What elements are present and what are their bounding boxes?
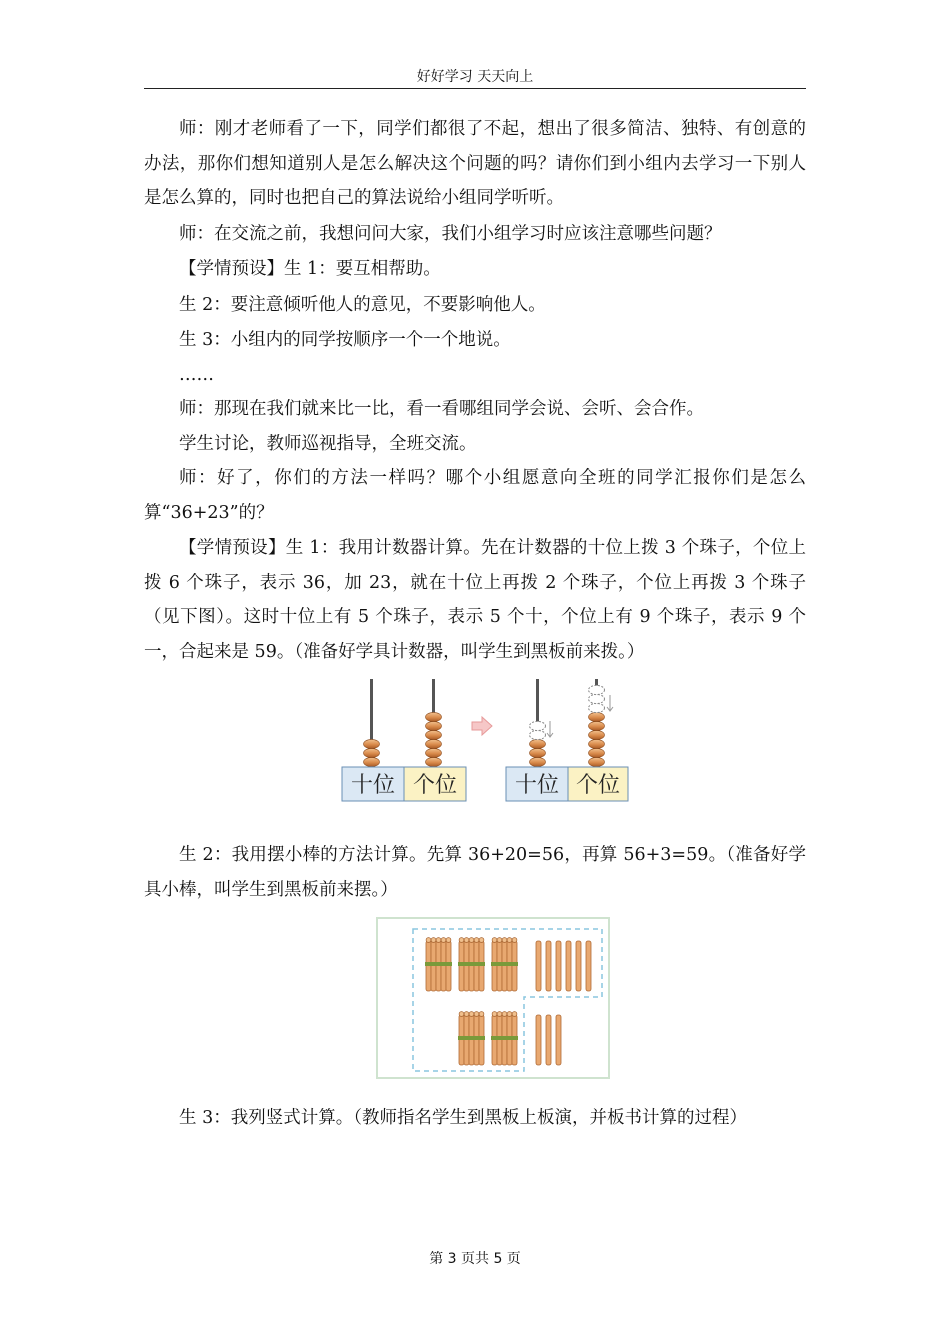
ones-beads (589, 685, 605, 766)
bead (364, 748, 380, 757)
stick-end (507, 938, 512, 943)
bead (364, 739, 380, 748)
stick-end (474, 938, 479, 943)
tens-label: 十位 (514, 773, 560, 798)
sticks-figure (144, 915, 806, 1081)
abacus-before (342, 679, 466, 801)
stick-end (492, 1012, 497, 1017)
single-stick (586, 941, 591, 991)
stick-end (502, 1012, 507, 1017)
bead (426, 748, 442, 757)
bead (589, 739, 605, 748)
down-arrow-icon (607, 695, 613, 711)
abacus-after (506, 679, 628, 801)
ones-label: 个位 (575, 773, 621, 798)
bead (530, 748, 546, 757)
stick-end (469, 1012, 474, 1017)
stick-end (492, 938, 497, 943)
bundle-band (491, 962, 518, 966)
paragraph: 生 2：我用摆小棒的方法计算。先算 36+20=56，再算 56+3=59。（准备好学具小棒，叫学生到黑板前来摆。） (144, 845, 806, 900)
ellipsis-line: …… (179, 364, 214, 385)
stick-end (459, 938, 464, 943)
arrow-right-icon (472, 717, 492, 735)
single-sticks (536, 941, 591, 1065)
added-bead (589, 685, 605, 694)
ones-beads (426, 712, 442, 766)
page-header: 好好学习 天天向上 (416, 69, 534, 85)
single-stick (546, 1015, 551, 1065)
stick-end (459, 1012, 464, 1017)
stick-end (502, 938, 507, 943)
stick-end (464, 938, 469, 943)
down-arrow-icon (547, 721, 553, 737)
single-stick (536, 941, 541, 991)
tens-beads (530, 721, 546, 766)
bead (530, 757, 546, 766)
paragraph: 师：那现在我们就来比一比，看一看哪组同学会说、会听、会合作。 (179, 399, 704, 419)
bundle-band (491, 1036, 518, 1040)
tens-label: 十位 (350, 773, 396, 798)
bundle-band (458, 962, 485, 966)
bead (589, 712, 605, 721)
stick-end (512, 1012, 517, 1017)
bead (426, 730, 442, 739)
single-stick (556, 1015, 561, 1065)
document-body (144, 112, 806, 1136)
stick-bundle (491, 1012, 518, 1065)
paragraph: 师：好了，你们的方法一样吗？哪个小组愿意向全班的同学汇报你们是怎么算“36+23”的？ (144, 468, 806, 523)
paragraph: 生 3：我列竖式计算。（教师指名学生到黑板上板演，并板书计算的过程） (179, 1108, 747, 1128)
single-stick (546, 941, 551, 991)
single-stick (536, 1015, 541, 1065)
bundle-band (425, 962, 452, 966)
added-bead (530, 730, 546, 739)
bead (589, 748, 605, 757)
paragraph: 生 3：小组内的同学按顺序一个一个地说。 (179, 330, 511, 350)
bead (589, 721, 605, 730)
stick-end (464, 1012, 469, 1017)
paragraph: 学生讨论，教师巡视指导，全班交流。 (179, 433, 477, 454)
stick-bundle (458, 1012, 485, 1065)
paragraph: 师：在交流之前，我想问问大家，我们小组学习时应该注意哪些问题？ (179, 223, 722, 244)
paragraph: 师：刚才老师看了一下，同学们都很了不起，想出了很多简洁、独特、有创意的办法，那你们想知道别人是怎么解决这个问题的吗？请你们到小组内去学习一下别人是怎么算的，同时也把自己的算法说给小组同学听听。 (144, 119, 806, 208)
stick-end (469, 938, 474, 943)
ones-label: 个位 (412, 773, 458, 798)
tens-beads (364, 739, 380, 766)
bead (364, 757, 380, 766)
added-bead (530, 721, 546, 730)
stick-end (497, 1012, 502, 1017)
bead (426, 712, 442, 721)
paragraph: 【学情预设】生 1：要互相帮助。 (179, 259, 441, 279)
bead (426, 721, 442, 730)
stick-end (431, 938, 436, 943)
bead (426, 757, 442, 766)
bundle-band (458, 1036, 485, 1040)
stick-end (479, 1012, 484, 1017)
stick-end (512, 938, 517, 943)
stick-end (441, 938, 446, 943)
single-stick (556, 941, 561, 991)
paragraph: 生 2：要注意倾听他人的意见，不要影响他人。 (179, 294, 546, 315)
single-stick (566, 941, 571, 991)
stick-end (497, 938, 502, 943)
stick-end (446, 938, 451, 943)
bead (530, 739, 546, 748)
single-stick (576, 941, 581, 991)
stick-end (474, 1012, 479, 1017)
stick-bundle (425, 938, 452, 991)
stick-bundle (491, 938, 518, 991)
added-bead (589, 694, 605, 703)
stick-end (507, 1012, 512, 1017)
bead (426, 739, 442, 748)
stick-bundles (425, 938, 518, 1065)
stick-bundle (458, 938, 485, 991)
added-bead (589, 703, 605, 712)
bead (589, 730, 605, 739)
header-rule (144, 88, 806, 89)
stick-end (479, 938, 484, 943)
paragraph: 【学情预设】生 1：我用计数器计算。先在计数器的十位上拨 3 个珠子，个位上拨 6 个珠子，表示 36，加 23，就在十位上再拨 2 个珠子，个位上再拨 3 个珠子（见下图）。这时十位上有 5 个珠子，表示 5 个十，个位上有 9 个珠子，表示 9 个一，合起来是 59。（准备好学具计数器，叫学生到黑板前来拨。） (144, 538, 806, 662)
stick-end (426, 938, 431, 943)
stick-end (436, 938, 441, 943)
bead (589, 757, 605, 766)
abacus-figure (144, 675, 806, 811)
page-footer: 第 3 页共 5 页 (429, 1251, 521, 1267)
